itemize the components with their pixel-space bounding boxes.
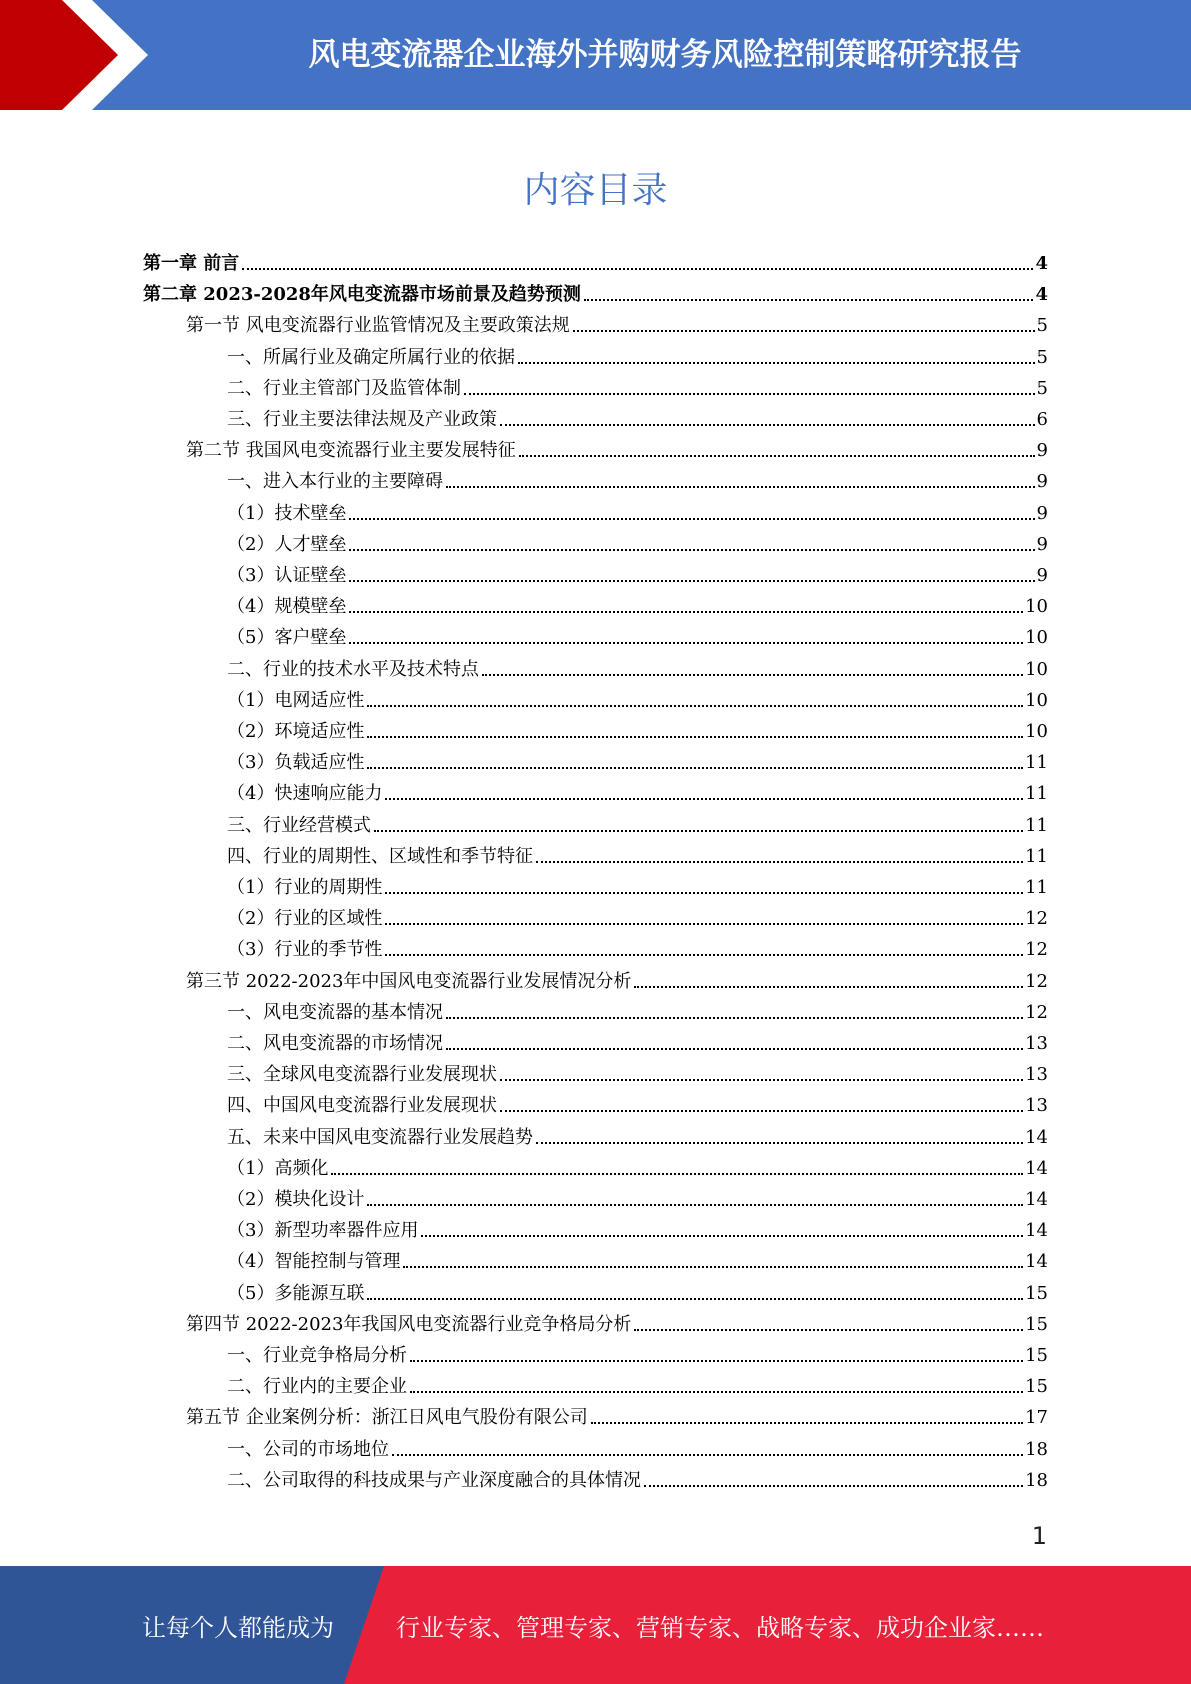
toc-entry[interactable] <box>227 1366 1048 1397</box>
toc-entry-label: （5）多能源互联 <box>227 1282 365 1304</box>
toc-dot-leader <box>634 1329 1023 1331</box>
toc-dot-leader <box>349 580 1034 582</box>
toc-entry[interactable] <box>227 399 1048 430</box>
toc-entry-page: 11 <box>1025 752 1048 774</box>
header-arrow-icon <box>0 0 160 110</box>
toc-dot-leader <box>385 923 1023 925</box>
toc-dot-leader <box>634 986 1023 988</box>
toc-entry-page: 9 <box>1036 471 1048 493</box>
toc-entry-label: 一、风电变流器的基本情况 <box>227 1001 443 1023</box>
toc-entry-page: 5 <box>1036 377 1048 399</box>
toc-entry[interactable] <box>227 836 1048 867</box>
toc-entry[interactable] <box>227 867 1048 898</box>
toc-entry-label: 第四节 2022-2023年我国风电变流器行业竞争格局分析 <box>186 1313 632 1335</box>
toc-entry-page: 14 <box>1025 1220 1048 1242</box>
toc-entry[interactable] <box>227 1179 1048 1210</box>
toc-entry[interactable] <box>227 898 1048 929</box>
toc-entry-page: 10 <box>1025 658 1048 680</box>
toc-dot-leader <box>349 642 1023 644</box>
toc-entry-page: 5 <box>1036 346 1048 368</box>
toc-entry-label: 一、所属行业及确定所属行业的依据 <box>227 346 515 368</box>
toc-entry-label: 五、未来中国风电变流器行业发展趋势 <box>227 1126 533 1148</box>
toc-dot-leader <box>446 1048 1023 1050</box>
toc-entry-page: 12 <box>1025 939 1048 961</box>
toc-heading: 内容目录 <box>523 170 668 211</box>
page-number: 1 <box>1031 1522 1047 1550</box>
toc-entry-page: 14 <box>1025 1157 1048 1179</box>
toc-entry[interactable] <box>186 430 1048 461</box>
toc-entry[interactable] <box>227 1023 1048 1054</box>
toc-entry[interactable] <box>227 1335 1048 1366</box>
toc-entry-page: 15 <box>1025 1282 1048 1304</box>
toc-dot-leader <box>644 1485 1023 1487</box>
footer-slogan: 让每个人都能成为 <box>142 1613 334 1642</box>
toc-entry-label: 一、行业竞争格局分析 <box>227 1345 407 1366</box>
toc-entry-label: 一、进入本行业的主要障碍 <box>227 471 443 493</box>
toc-entry-label: （3）认证壁垒 <box>227 565 347 586</box>
toc-dot-leader <box>500 1110 1023 1112</box>
toc-entry-page: 15 <box>1025 1313 1048 1335</box>
toc-entry-page: 9 <box>1036 440 1048 462</box>
toc-entry[interactable] <box>227 1054 1048 1085</box>
toc-entry-label: （4）智能控制与管理 <box>227 1251 401 1273</box>
toc-entry-label: 一、公司的市场地位 <box>227 1438 389 1460</box>
toc-entry-page: 14 <box>1025 1126 1048 1148</box>
toc-dot-leader <box>367 1298 1023 1300</box>
toc-entry-label: （3）行业的季节性 <box>227 939 383 961</box>
toc-entry[interactable] <box>227 1241 1048 1272</box>
toc-dot-leader <box>349 518 1034 520</box>
toc-entry-page: 12 <box>1025 908 1048 930</box>
toc-dot-leader <box>331 1173 1023 1175</box>
toc-entry-page: 11 <box>1025 877 1048 898</box>
toc-entry-page: 15 <box>1025 1345 1048 1366</box>
toc-entry[interactable] <box>227 1429 1048 1460</box>
toc-entry-label: 二、行业的技术水平及技术特点 <box>227 658 479 680</box>
toc-dot-leader <box>464 393 1035 395</box>
toc-entry-label: （2）模块化设计 <box>227 1189 365 1210</box>
toc-entry-page: 4 <box>1035 284 1048 306</box>
toc-entry[interactable] <box>227 992 1048 1023</box>
toc-dot-leader <box>349 549 1034 551</box>
toc-entry[interactable] <box>227 461 1048 492</box>
toc-entry-page: 10 <box>1025 721 1048 742</box>
toc-entry-label: （3）负载适应性 <box>227 752 365 774</box>
toc-entry-label: （2）环境适应性 <box>227 721 365 742</box>
toc-entry[interactable] <box>186 961 1048 992</box>
toc-entry[interactable] <box>227 649 1048 680</box>
toc-dot-leader <box>482 674 1023 676</box>
toc-entry-label: （1）技术壁垒 <box>227 502 347 524</box>
toc-dot-leader <box>367 736 1023 738</box>
toc-entry-label: （1）电网适应性 <box>227 689 365 711</box>
toc-entry-label: 二、行业主管部门及监管体制 <box>227 377 461 399</box>
toc-entry[interactable] <box>186 1397 1048 1428</box>
footer-roles: 行业专家、管理专家、营销专家、战略专家、成功企业家…… <box>396 1613 1044 1642</box>
toc-dot-leader <box>410 1391 1023 1393</box>
toc-dot-leader <box>446 486 1035 488</box>
toc-entry-page: 18 <box>1025 1469 1048 1491</box>
toc-entry-label: （2）行业的区域性 <box>227 908 383 930</box>
toc-entry-page: 9 <box>1036 502 1048 524</box>
toc-entry-page: 15 <box>1025 1376 1048 1398</box>
toc-dot-leader <box>385 892 1023 894</box>
toc-entry-page: 11 <box>1025 814 1048 836</box>
toc-dot-leader <box>584 299 1034 301</box>
toc-entry[interactable] <box>186 1304 1048 1335</box>
toc-entry-page: 13 <box>1025 1095 1048 1117</box>
toc-entry-label: （4）快速响应能力 <box>227 783 383 805</box>
toc-entry-page: 6 <box>1036 409 1048 430</box>
toc-entry-label: 第三节 2022-2023年中国风电变流器行业发展情况分析 <box>186 970 632 992</box>
toc-dot-leader <box>367 705 1023 707</box>
toc-entry[interactable] <box>143 243 1048 274</box>
toc-dot-leader <box>500 424 1035 426</box>
toc-dot-leader <box>518 362 1035 364</box>
toc-dot-leader <box>374 830 1023 832</box>
toc-entry-label: （2）人才壁垒 <box>227 533 347 555</box>
toc-dot-leader <box>385 798 1023 800</box>
toc-entry[interactable] <box>227 742 1048 773</box>
toc-dot-leader <box>591 1422 1023 1424</box>
toc-entry-label: 第一章 前言 <box>143 253 240 274</box>
toc-entry-page: 18 <box>1025 1438 1048 1460</box>
toc-entry-page: 12 <box>1025 970 1048 992</box>
toc-entry-page: 5 <box>1036 315 1048 337</box>
toc-dot-leader <box>242 268 1033 270</box>
toc-entry-page: 14 <box>1025 1251 1048 1273</box>
toc-entry[interactable] <box>227 680 1048 711</box>
toc-dot-leader <box>519 455 1035 457</box>
toc-dot-leader <box>536 1142 1023 1144</box>
toc-entry[interactable] <box>227 524 1048 555</box>
toc-entry[interactable] <box>227 1460 1048 1491</box>
toc-entry[interactable] <box>227 711 1048 742</box>
toc-entry-label: 四、行业的周期性、区域性和季节特征 <box>227 845 533 867</box>
toc-entry-label: （1）高频化 <box>227 1157 329 1179</box>
toc-entry-label: （4）规模壁垒 <box>227 596 347 618</box>
toc-dot-leader <box>421 1235 1023 1237</box>
toc-entry[interactable] <box>227 337 1048 368</box>
toc-dot-leader <box>403 1266 1023 1268</box>
toc-entry-page: 11 <box>1025 845 1048 867</box>
toc-entry[interactable] <box>227 493 1048 524</box>
toc-entry-page: 11 <box>1025 783 1048 805</box>
toc-entry-page: 9 <box>1036 533 1048 555</box>
toc-entry-page: 13 <box>1025 1033 1048 1054</box>
toc-entry-label: 二、公司取得的科技成果与产业深度融合的具体情况 <box>227 1469 641 1491</box>
toc-entry[interactable] <box>143 274 1048 305</box>
toc-entry[interactable] <box>186 305 1048 336</box>
toc-entry[interactable] <box>227 368 1048 399</box>
toc-entry[interactable] <box>227 617 1048 648</box>
toc-entry[interactable] <box>227 1085 1048 1116</box>
toc-dot-leader <box>392 1454 1023 1456</box>
toc-entry-label: 三、行业经营模式 <box>227 814 371 836</box>
toc-entry-label: 三、全球风电变流器行业发展现状 <box>227 1064 497 1086</box>
toc-entry-label: 第二章 2023-2028年风电变流器市场前景及趋势预测 <box>143 284 581 306</box>
toc-entry-page: 17 <box>1025 1407 1048 1429</box>
toc-dot-leader <box>367 1204 1023 1206</box>
report-title: 风电变流器企业海外并购财务风险控制策略研究报告 <box>308 36 1022 73</box>
toc-entry[interactable] <box>227 773 1048 804</box>
toc-entry-label: （3）新型功率器件应用 <box>227 1220 419 1242</box>
toc-dot-leader <box>367 767 1023 769</box>
toc-entry-page: 10 <box>1025 596 1048 618</box>
toc-entry-label: 二、行业内的主要企业 <box>227 1376 407 1398</box>
toc-dot-leader <box>446 1017 1023 1019</box>
toc-entry-page: 4 <box>1035 253 1048 274</box>
toc-dot-leader <box>410 1360 1023 1362</box>
toc-entry-page: 9 <box>1036 565 1048 586</box>
toc-entry-label: 第五节 企业案例分析：浙江日风电气股份有限公司 <box>186 1407 588 1429</box>
toc-dot-leader <box>385 954 1023 956</box>
toc-entry-label: （5）客户壁垒 <box>227 627 347 649</box>
toc-entry-page: 10 <box>1025 627 1048 649</box>
toc-entry-page: 13 <box>1025 1064 1048 1086</box>
toc-entry[interactable] <box>227 1117 1048 1148</box>
toc-entry[interactable] <box>227 929 1048 960</box>
toc-entry[interactable] <box>227 1148 1048 1179</box>
toc-entry-page: 14 <box>1025 1189 1048 1210</box>
toc-entry[interactable] <box>227 586 1048 617</box>
toc-entry-label: 四、中国风电变流器行业发展现状 <box>227 1095 497 1117</box>
toc-entry-page: 12 <box>1025 1001 1048 1023</box>
toc-entry-label: 第二节 我国风电变流器行业主要发展特征 <box>186 440 516 462</box>
toc-entry[interactable] <box>227 555 1048 586</box>
toc-entry[interactable] <box>227 1273 1048 1304</box>
toc-dot-leader <box>573 330 1035 332</box>
toc-dot-leader <box>500 1079 1023 1081</box>
toc-entry[interactable] <box>227 1210 1048 1241</box>
toc-entry-label: 二、风电变流器的市场情况 <box>227 1033 443 1054</box>
toc-entry-label: （1）行业的周期性 <box>227 877 383 898</box>
toc-entry-label: 三、行业主要法律法规及产业政策 <box>227 409 497 430</box>
toc-dot-leader <box>536 861 1023 863</box>
toc-dot-leader <box>349 611 1023 613</box>
toc-entry-page: 10 <box>1025 689 1048 711</box>
toc-entry-label: 第一节 风电变流器行业监管情况及主要政策法规 <box>186 315 570 337</box>
toc-entry[interactable] <box>227 805 1048 836</box>
